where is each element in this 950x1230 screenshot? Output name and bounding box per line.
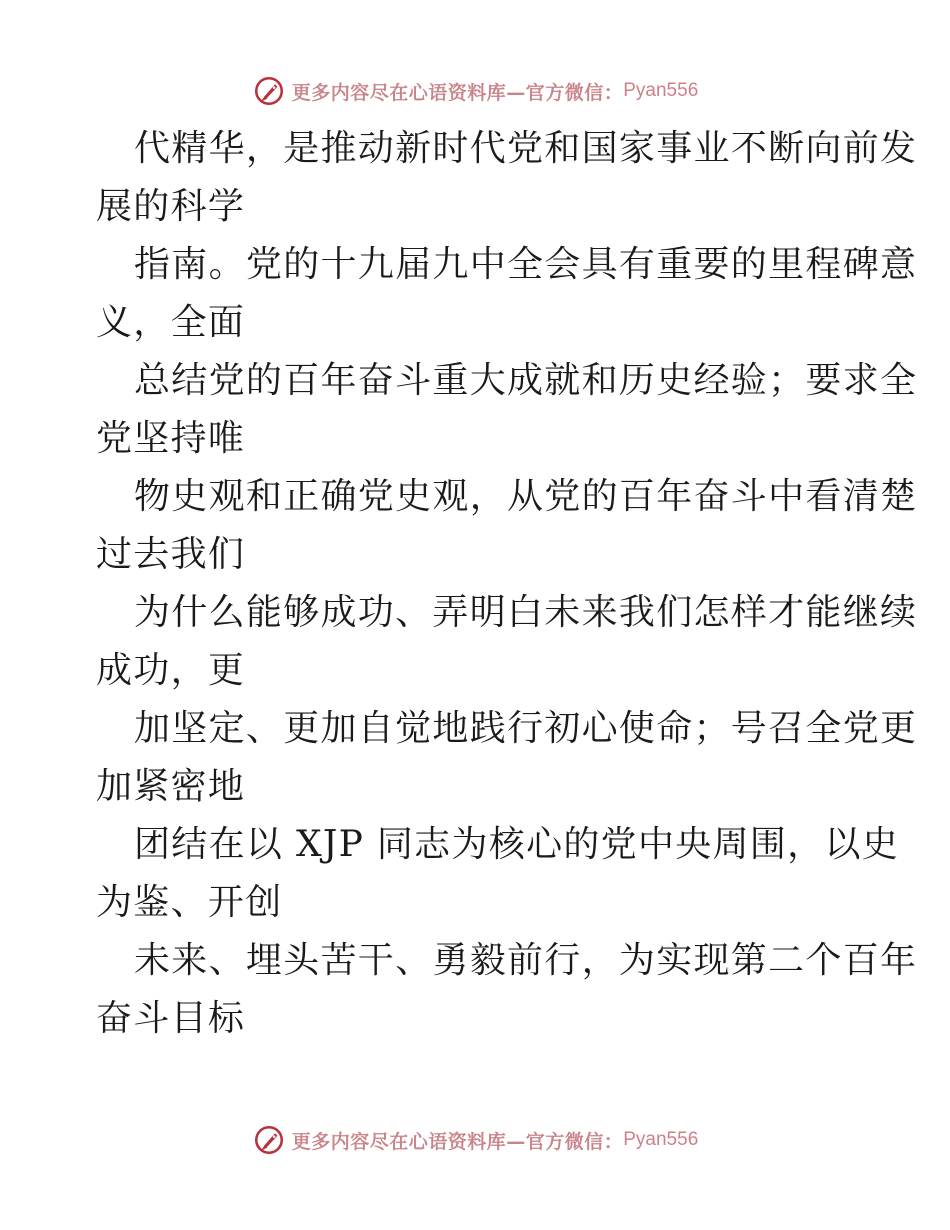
body-line: 党坚持唯 xyxy=(96,418,246,459)
body-line: 奋斗目标 xyxy=(96,998,246,1039)
body-line: 团结在以 XJP 同志为核心的党中央周围，以史 xyxy=(134,824,900,865)
pen-nib-logo-icon xyxy=(252,74,286,108)
body-line: 代精华，是推动新时代党和国家事业不断向前发 xyxy=(134,128,918,169)
body-line: 为什么能够成功、弄明白未来我们怎样才能继续 xyxy=(134,592,918,633)
body-line: 加紧密地 xyxy=(96,766,246,807)
body-line: 成功，更 xyxy=(96,650,246,691)
pen-nib-logo-icon xyxy=(252,1123,286,1157)
body-line: 展的科学 xyxy=(96,186,246,227)
header-banner-text: 更多内容尽在心语资料库—官方微信： xyxy=(291,81,624,104)
header-banner-brand: Pyan556 xyxy=(623,80,699,101)
footer-banner-text: 更多内容尽在心语资料库—官方微信： xyxy=(291,1130,624,1153)
body-line: 未来、埋头苦干、勇毅前行，为实现第二个百年 xyxy=(134,940,918,981)
body-line: 指南。党的十九届九中全会具有重要的里程碑意 xyxy=(134,244,918,285)
body-line: 义，全面 xyxy=(96,302,246,343)
footer-banner-brand: Pyan556 xyxy=(623,1129,699,1150)
body-line: 物史观和正确党史观，从党的百年奋斗中看清楚 xyxy=(134,476,918,517)
body-line: 总结党的百年奋斗重大成就和历史经验；要求全 xyxy=(134,360,918,401)
body-line: 加坚定、更加自觉地践行初心使命；号召全党更 xyxy=(134,708,918,749)
header-banner xyxy=(0,71,950,111)
document-body xyxy=(96,120,918,1048)
footer-banner xyxy=(0,1120,950,1160)
body-line: 过去我们 xyxy=(96,534,246,575)
body-line: 为鉴、开创 xyxy=(96,882,283,923)
